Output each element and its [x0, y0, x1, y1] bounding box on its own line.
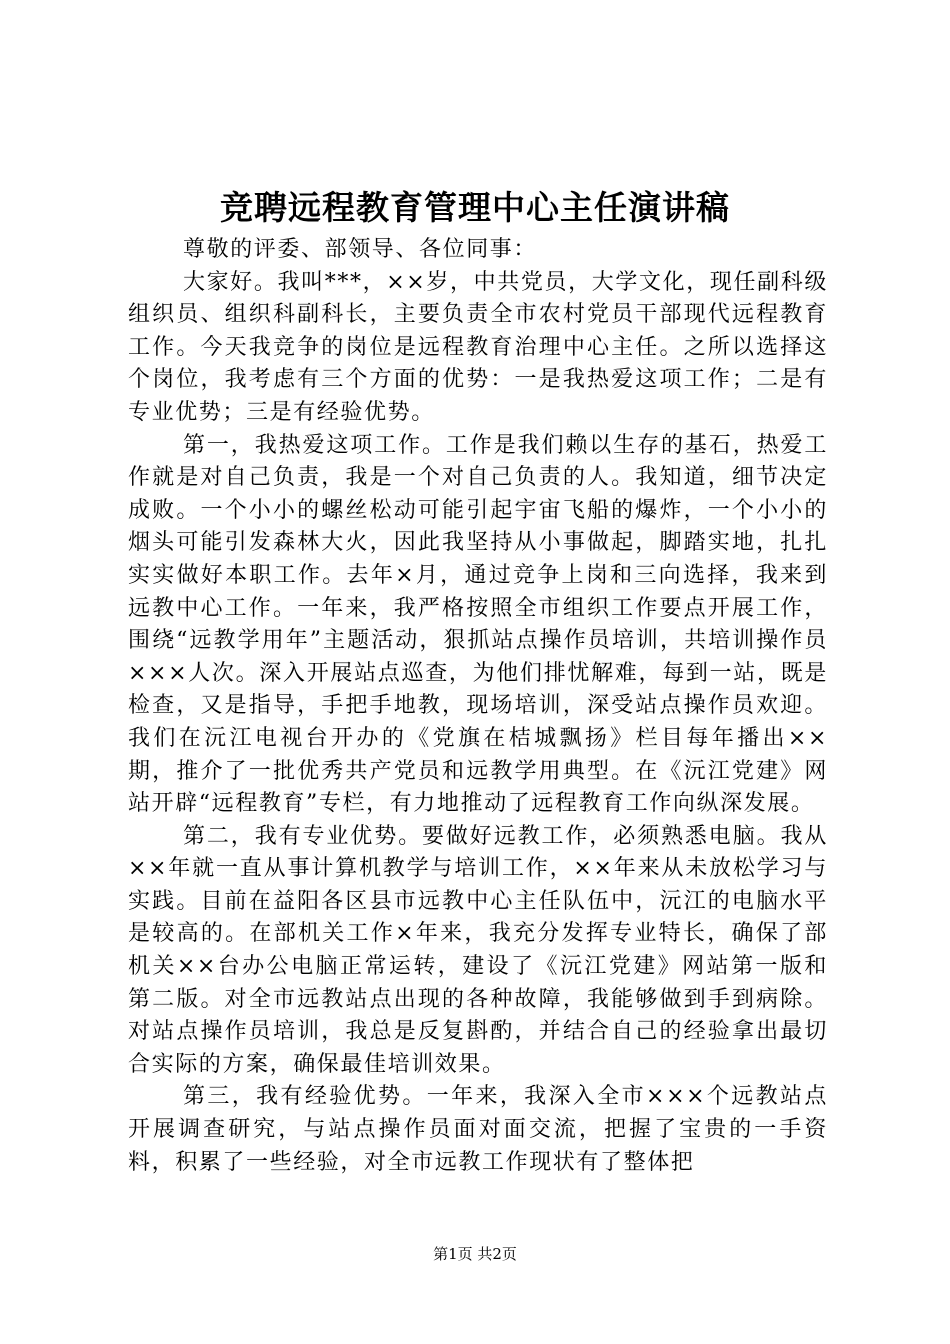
salutation-paragraph: 尊敬的评委、部领导、各位同事： — [183, 237, 538, 262]
document-title: 竞聘远程教育管理中心主任演讲稿 — [220, 188, 730, 227]
second-point-paragraph: 第二，我有专业优势。要做好远教工作，必须熟悉电脑。我从××年就一直从事计算机教学与培训工作，××年来从未放松学习与实践。目前在益阳各区县市远教中心主任队伍中，沅江的电脑水平是较高的。在部机关工作×年来，我充分发挥专业特长，确保了部机关××台办公电脑正常运转，建设了《沅江党建》网站第一版和第二版。对全市远教站点出现的各种故障，我能够做到手到病除。对站点操作员培训，我总是反复斟酌，并结合自己的经验拿出最切合实际的方案，确保最佳培训效果。 — [128, 823, 828, 1077]
page-number-footer: 第1页 共2页 — [433, 1245, 517, 1263]
first-point-paragraph: 第一，我热爱这项工作。工作是我们赖以生存的基石，热爱工作就是对自己负责，我是一个对自己负责的人。我知道，细节决定成败。一个小小的螺丝松动可能引起宇宙飞船的爆炸，一个小小的烟头可能引发森林大火，因此我坚持从小事做起，脚踏实地，扎扎实实做好本职工作。去年×月，通过竞争上岗和三向选择，我来到远教中心工作。一年来，我严格按照全市组织工作要点开展工作，围绕“远教学用年”主题活动，狠抓站点操作员培训，共培训操作员×××人次。深入开展站点巡查，为他们排忧解难，每到一站，既是检查，又是指导，手把手地教，现场培训，深受站点操作员欢迎。我们在沅江电视台开办的《党旗在桔城飘扬》栏目每年播出××期，推介了一批优秀共产党员和远教学用典型。在《沅江党建》网站开辟“远程教育”专栏，有力地推动了远程教育工作向纵深发展。 — [128, 432, 828, 817]
document-body — [128, 234, 828, 1179]
third-point-paragraph: 第三，我有经验优势。一年来，我深入全市×××个远教站点开展调查研究，与站点操作员面对面交流，把握了宝贵的一手资料，积累了一些经验，对全市远教工作现状有了整体把 — [128, 1084, 828, 1175]
intro-paragraph: 大家好。我叫***，××岁，中共党员，大学文化，现任副科级组织员、组织科副科长，主要负责全市农村党员干部现代远程教育工作。今天我竞争的岗位是远程教育治理中心主任。之所以选择这个岗位，我考虑有三个方面的优势：一是我热爱这项工作；二是有专业优势；三是有经验优势。 — [128, 269, 828, 425]
